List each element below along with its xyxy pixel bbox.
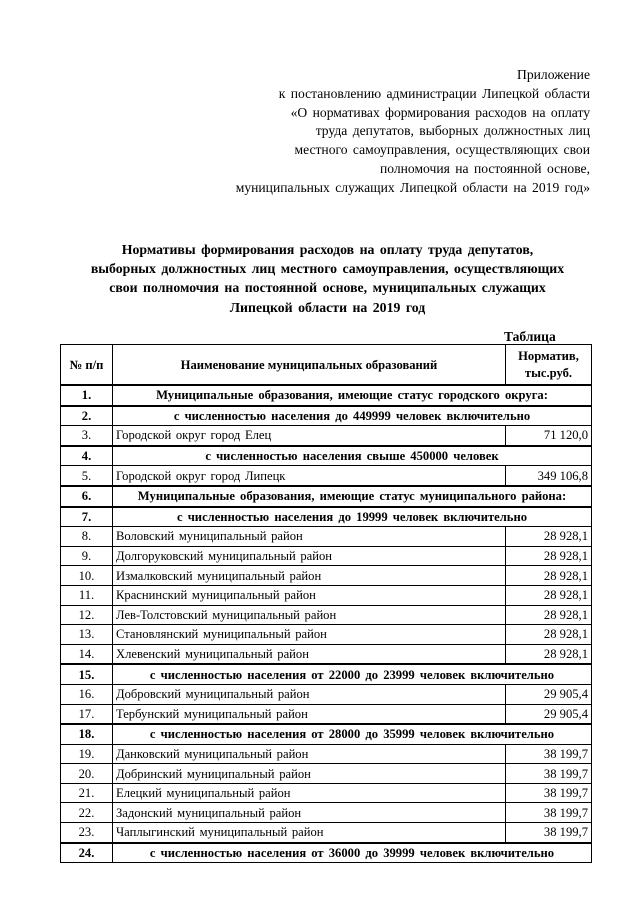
norm-value: 28 928,1 — [506, 527, 592, 547]
norm-value: 28 928,1 — [506, 566, 592, 586]
municipality-name: Лев-Толстовский муниципальный район — [113, 605, 506, 625]
norm-value: 38 199,7 — [506, 764, 592, 784]
title-line: Липецкой области на 2019 год — [229, 299, 426, 315]
municipality-name: Воловский муниципальный район — [113, 527, 506, 547]
table-row — [61, 426, 592, 446]
municipality-name: Добровский муниципальный район — [113, 684, 506, 704]
section-heading: с численностью населения до 449999 человек включительно — [113, 406, 592, 426]
municipality-name: Данковский муниципальный район — [113, 744, 506, 764]
row-number: 8. — [61, 527, 113, 547]
row-number: 2. — [61, 406, 113, 426]
table-row — [61, 704, 592, 724]
row-number: 14. — [61, 644, 113, 664]
table-row — [61, 803, 592, 823]
appendix-line: местного самоуправления, осуществляющих свои — [294, 142, 590, 158]
section-heading: с численностью населения от 36000 до 39999 человек включительно — [113, 843, 592, 863]
norm-value: 71 120,0 — [506, 426, 592, 446]
norm-value: 38 199,7 — [506, 803, 592, 823]
table-body — [61, 385, 592, 863]
title-line: Нормативы формирования расходов на оплату труда депутатов, — [121, 242, 534, 257]
norm-value: 28 928,1 — [506, 546, 592, 566]
table-section-row — [61, 446, 592, 466]
norm-value: 29 905,4 — [506, 684, 592, 704]
appendix-line: полномочия на постоянной основе, — [379, 160, 590, 176]
table-section-row — [61, 486, 592, 507]
title-line: выборных должностных лиц местного самоуправления, осуществляющих — [90, 261, 565, 277]
header-norm: Норматив, тыс.руб. — [506, 345, 592, 386]
title-line: свои полномочия на постоянной основе, муниципальных служащих — [109, 280, 546, 296]
appendix-line: к постановлению администрации Липецкой области — [278, 85, 590, 101]
row-number: 13. — [61, 625, 113, 645]
table-row — [61, 527, 592, 547]
table-header-row — [61, 345, 592, 386]
norm-value: 349 106,8 — [506, 466, 592, 486]
row-number: 12. — [61, 605, 113, 625]
appendix-line: Приложение — [517, 67, 590, 82]
row-number: 20. — [61, 764, 113, 784]
row-number: 23. — [61, 823, 113, 843]
row-number: 18. — [61, 724, 113, 744]
table-section-row — [61, 507, 592, 527]
municipality-name: Хлевенский муниципальный район — [113, 644, 506, 664]
table-row — [61, 605, 592, 625]
table-row — [61, 546, 592, 566]
row-number: 22. — [61, 803, 113, 823]
row-number: 7. — [61, 507, 113, 527]
table-row — [61, 585, 592, 605]
norm-value: 28 928,1 — [506, 605, 592, 625]
table-section-row — [61, 664, 592, 684]
municipality-name: Городской округ город Липецк — [113, 466, 506, 486]
document-title — [50, 240, 605, 317]
norm-value: 28 928,1 — [506, 585, 592, 605]
row-number: 3. — [61, 426, 113, 446]
row-number: 16. — [61, 684, 113, 704]
norms-table — [60, 344, 592, 863]
norm-value: 38 199,7 — [506, 823, 592, 843]
row-number: 10. — [61, 566, 113, 586]
table-section-row — [61, 843, 592, 863]
appendix-line: «О нормативах формирования расходов на оплату — [290, 104, 590, 120]
table-section-row — [61, 406, 592, 426]
norm-value: 28 928,1 — [506, 644, 592, 664]
municipality-name: Задонский муниципальный район — [113, 803, 506, 823]
table-row — [61, 764, 592, 784]
table-section-row — [61, 724, 592, 744]
table-row — [61, 644, 592, 664]
appendix-line: труда депутатов, выборных должностных лиц — [315, 123, 590, 139]
table-row — [61, 684, 592, 704]
row-number: 17. — [61, 704, 113, 724]
norm-value: 28 928,1 — [506, 625, 592, 645]
norm-value: 29 905,4 — [506, 704, 592, 724]
section-heading: с численностью населения до 19999 человек включительно — [113, 507, 592, 527]
table-row — [61, 744, 592, 764]
table-section-row — [61, 385, 592, 406]
norm-value: 38 199,7 — [506, 783, 592, 803]
appendix-block — [130, 66, 590, 198]
row-number: 15. — [61, 664, 113, 684]
table-row — [61, 783, 592, 803]
row-number: 19. — [61, 744, 113, 764]
header-name: Наименование муниципальных образований — [113, 345, 506, 386]
appendix-line: муниципальных служащих Липецкой области на 2019 год» — [235, 179, 590, 195]
section-heading: Муниципальные образования, имеющие статус муниципального района: — [113, 486, 592, 507]
table-row — [61, 566, 592, 586]
municipality-name: Городской округ город Елец — [113, 426, 506, 446]
norm-value: 38 199,7 — [506, 744, 592, 764]
section-heading: с численностью населения от 28000 до 35999 человек включительно — [113, 724, 592, 744]
section-heading: Муниципальные образования, имеющие статус городского округа: — [113, 385, 592, 406]
municipality-name: Тербунский муниципальный район — [113, 704, 506, 724]
table-row — [61, 466, 592, 486]
header-num: № п/п — [61, 345, 113, 386]
municipality-name: Добринский муниципальный район — [113, 764, 506, 784]
municipality-name: Долгоруковский муниципальный район — [113, 546, 506, 566]
section-heading: с численностью населения свыше 450000 человек — [113, 446, 592, 466]
row-number: 24. — [61, 843, 113, 863]
municipality-name: Измалковский муниципальный район — [113, 566, 506, 586]
table-caption: Таблица — [504, 329, 556, 344]
row-number: 1. — [61, 385, 113, 406]
row-number: 6. — [61, 486, 113, 507]
municipality-name: Чаплыгинский муниципальный район — [113, 823, 506, 843]
row-number: 11. — [61, 585, 113, 605]
table-row — [61, 823, 592, 843]
row-number: 9. — [61, 546, 113, 566]
row-number: 21. — [61, 783, 113, 803]
table-row — [61, 625, 592, 645]
municipality-name: Елецкий муниципальный район — [113, 783, 506, 803]
row-number: 5. — [61, 466, 113, 486]
section-heading: с численностью населения от 22000 до 23999 человек включительно — [113, 664, 592, 684]
row-number: 4. — [61, 446, 113, 466]
municipality-name: Становлянский муниципальный район — [113, 625, 506, 645]
municipality-name: Краснинский муниципальный район — [113, 585, 506, 605]
